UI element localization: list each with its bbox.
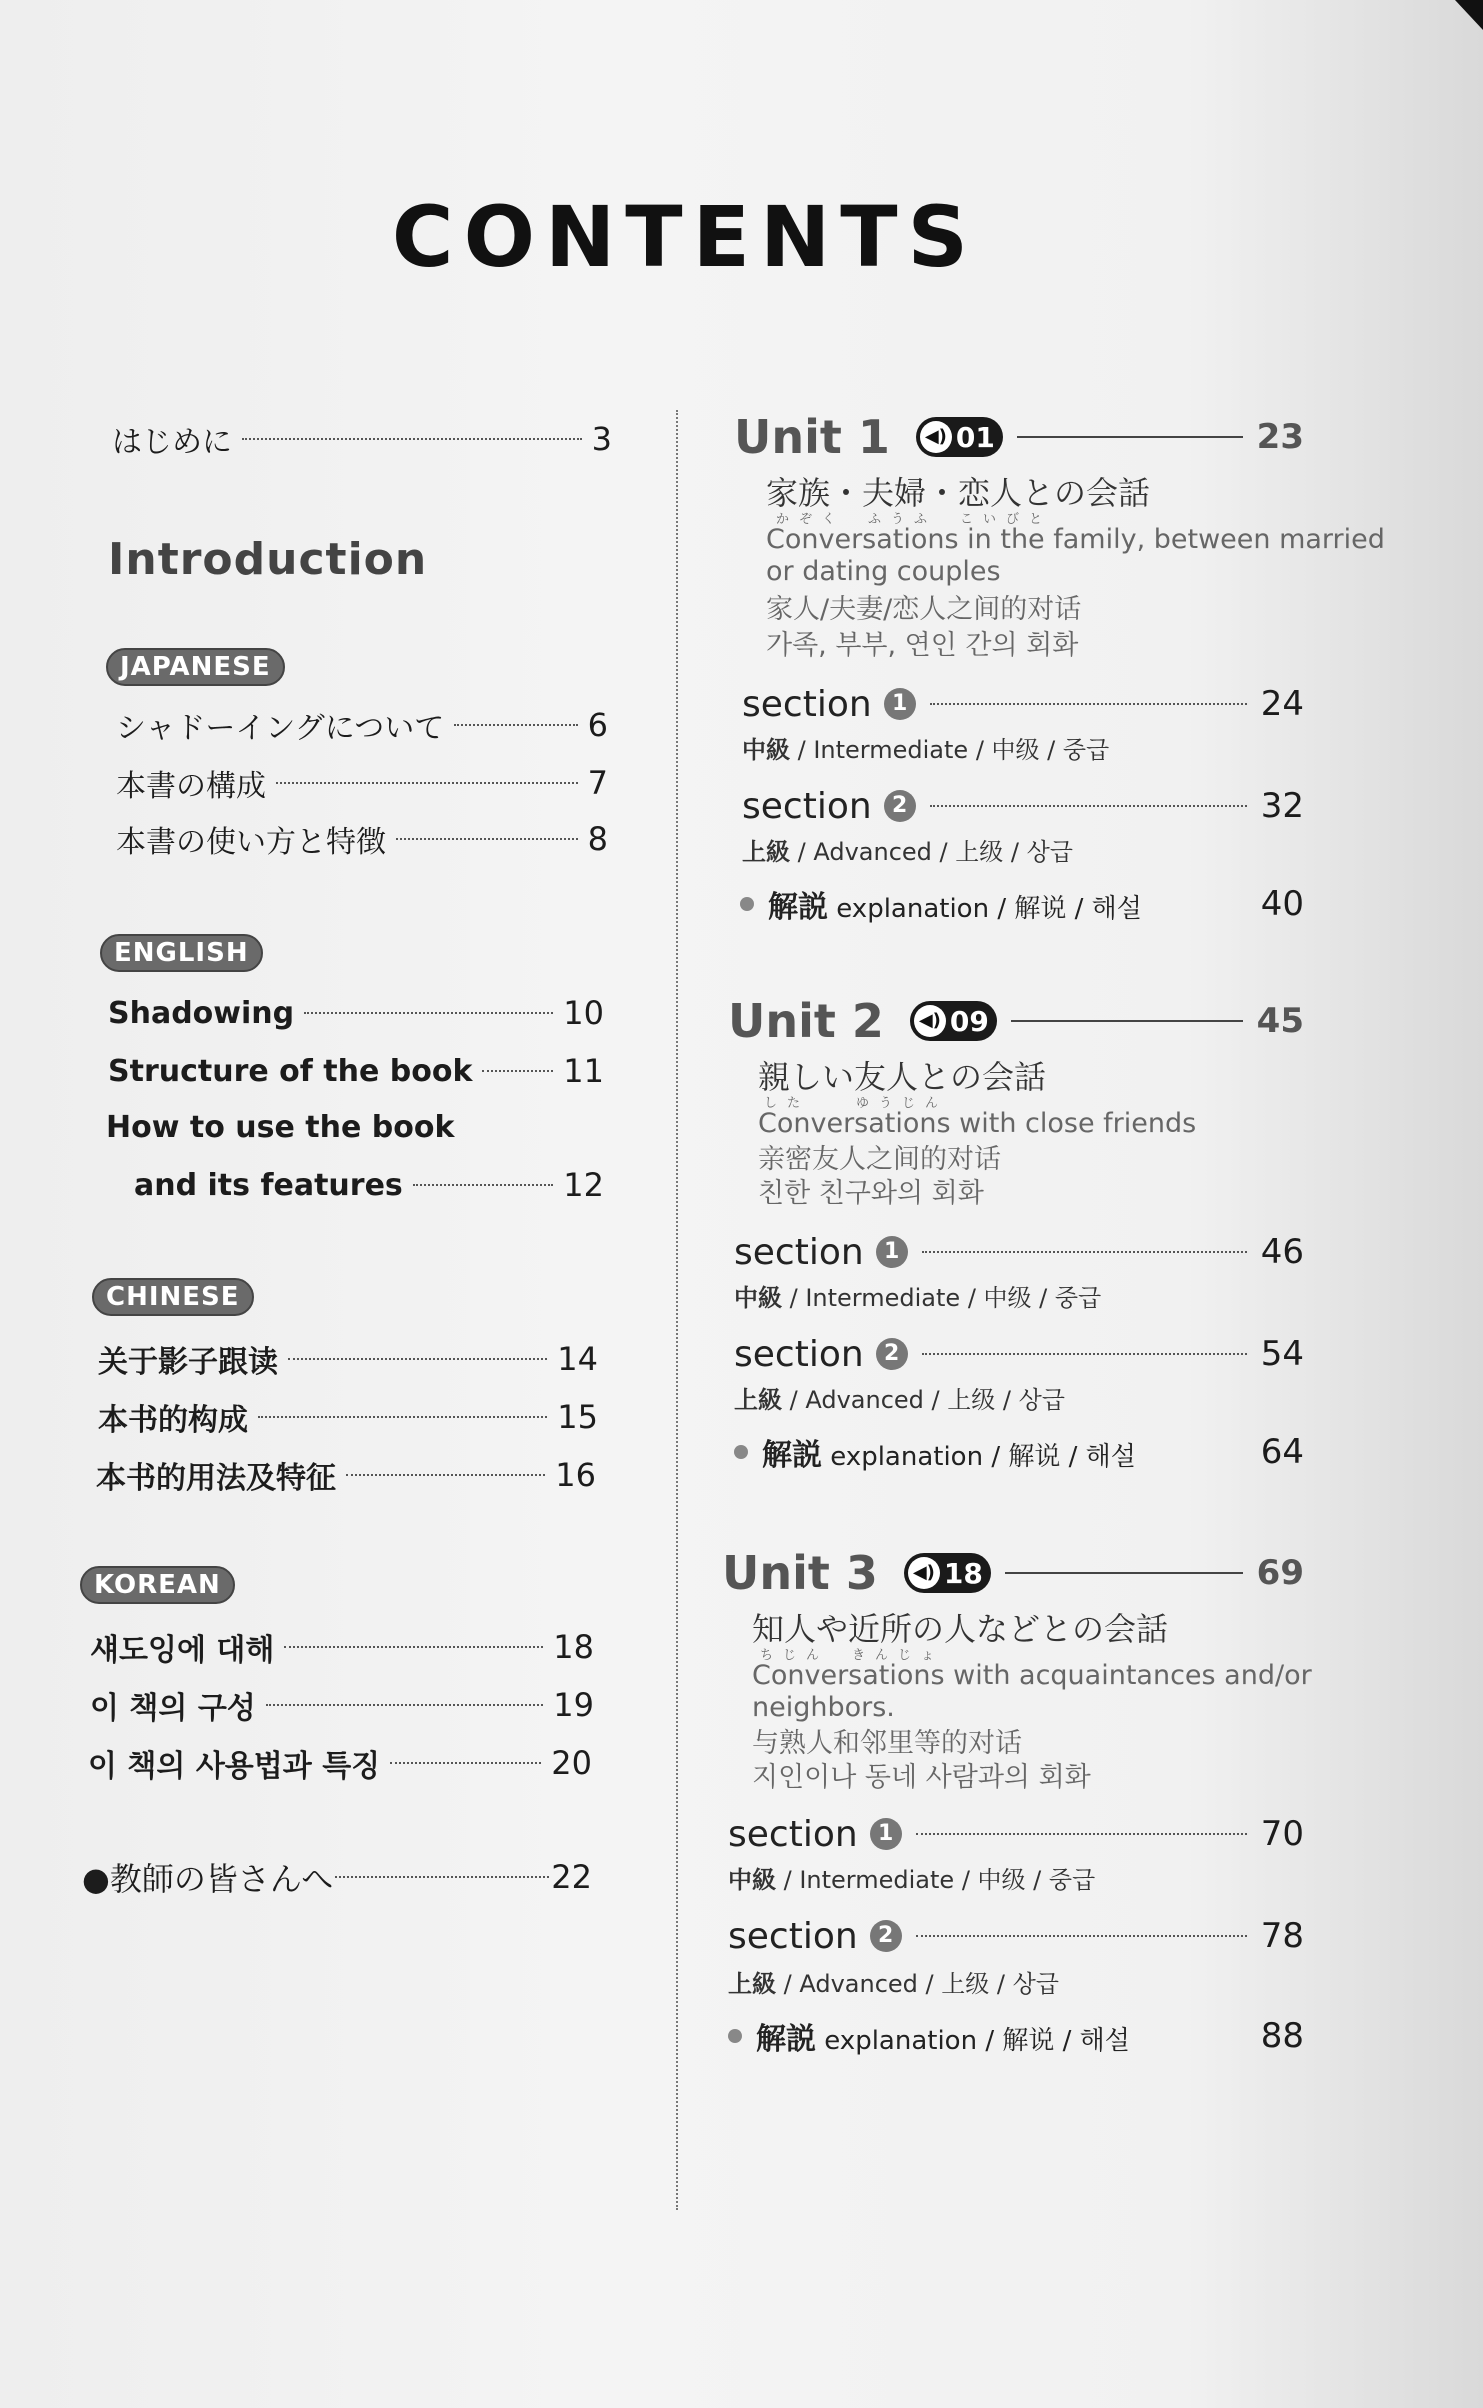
page-title: CONTENTS	[391, 188, 979, 286]
section-label: section	[734, 1333, 864, 1375]
leader-dots	[916, 1833, 1247, 1835]
introduction-heading: Introduction	[108, 534, 428, 585]
track-number: 18	[943, 1556, 983, 1590]
left-column	[0, 0, 676, 2408]
speaker-icon: ◀)	[914, 1005, 946, 1037]
track-number: 09	[949, 1004, 989, 1038]
section-number-circle: 1	[876, 1236, 908, 1268]
toc-entry-page: 6	[587, 706, 608, 744]
unit-rule	[1005, 1572, 1243, 1574]
level-line: 上級 / Advanced / 上级 / 상급	[728, 1970, 1059, 1998]
explanation-page: 64	[1260, 1432, 1304, 1472]
toc-entry-label: Structure of the book	[108, 1053, 473, 1089]
unit-page: 45	[1256, 1001, 1304, 1041]
toc-entry-label: 本書の構成	[116, 769, 266, 804]
section-page: 54	[1260, 1334, 1304, 1374]
section-page: 46	[1260, 1232, 1304, 1272]
leader-dots	[922, 1353, 1247, 1355]
unit-title: Unit 1	[734, 410, 890, 464]
level-line: 中級 / Intermediate / 中级 / 중급	[728, 1866, 1096, 1894]
toc-entry[interactable]	[96, 1450, 596, 1500]
section-number-circle: 1	[870, 1818, 902, 1850]
toc-entry-page: 10	[563, 994, 604, 1032]
toc-entry[interactable]	[116, 814, 608, 864]
section-number-circle: 1	[884, 688, 916, 720]
toc-entry[interactable]	[108, 988, 604, 1038]
section-entry[interactable]	[728, 1912, 1304, 1960]
bullet-icon	[728, 2029, 742, 2043]
leader-dots	[922, 1251, 1247, 1253]
toc-entry-page: 11	[563, 1052, 604, 1090]
toc-entry-label: 이 책의 사용법과 특징	[88, 1749, 381, 1784]
unit-jp-title: 家族・夫婦・恋人との会話	[766, 474, 1151, 512]
leader-dots	[482, 1070, 553, 1072]
leader-dots	[916, 1935, 1247, 1937]
unit-en-line: Conversations in the family, between married	[766, 524, 1385, 555]
leader-dots	[346, 1474, 545, 1476]
unit-ko-title: 가족, 부부, 연인 간의 회화	[766, 630, 1079, 661]
toc-entry-label: 关于影子跟读	[98, 1345, 278, 1380]
section-page: 24	[1260, 684, 1304, 724]
unit-jp-title: 親しい友人との会話	[758, 1058, 1047, 1096]
toc-entry-hajimeni[interactable]	[112, 414, 612, 464]
badge-english: ENGLISH	[100, 934, 263, 972]
leader-dots	[413, 1184, 553, 1186]
leader-dots	[242, 438, 582, 440]
section-page: 70	[1260, 1814, 1304, 1854]
badge-chinese: CHINESE	[92, 1278, 254, 1316]
leader-dots	[396, 838, 578, 840]
leader-dots	[930, 805, 1247, 807]
unit-rule	[1011, 1020, 1243, 1022]
section-entry[interactable]	[734, 1228, 1304, 1276]
unit-heading[interactable]	[728, 994, 1304, 1048]
toc-entry[interactable]	[90, 1680, 594, 1730]
section-number-circle: 2	[870, 1920, 902, 1952]
level-line: 中級 / Intermediate / 中级 / 중급	[734, 1284, 1102, 1312]
section-label: section	[742, 785, 872, 827]
toc-entry-label: 本书的构成	[98, 1403, 248, 1438]
section-label: section	[742, 683, 872, 725]
audio-track-badge[interactable]	[910, 1001, 997, 1041]
unit-title: Unit 2	[728, 994, 884, 1048]
explanation-entry[interactable]	[734, 1430, 1304, 1474]
audio-track-badge[interactable]	[904, 1553, 991, 1593]
unit-ko-title: 친한 친구와의 회화	[758, 1178, 984, 1209]
unit-title: Unit 3	[722, 1546, 878, 1600]
column-divider	[676, 410, 678, 2210]
section-number-circle: 2	[876, 1338, 908, 1370]
unit-en-line: or dating couples	[766, 556, 1001, 587]
level-line: 中級 / Intermediate / 中级 / 중급	[742, 736, 1110, 764]
page-corner-mark	[1443, 0, 1483, 30]
toc-entry-page: 15	[557, 1398, 598, 1436]
toc-entry-page: 14	[557, 1340, 598, 1378]
section-label: section	[728, 1813, 858, 1855]
speaker-icon: ◀)	[908, 1557, 940, 1589]
toc-entry[interactable]	[116, 700, 608, 750]
furigana: かぞく ふうふ こいびと	[776, 512, 1053, 527]
toc-entry[interactable]	[108, 1046, 604, 1096]
furigana: ちじん きんじょ	[760, 1648, 945, 1663]
explanation-page: 88	[1260, 2016, 1304, 2056]
section-entry[interactable]	[728, 1810, 1304, 1858]
explanation-label: 解説 explanation / 解说 / 해설	[756, 2022, 1130, 2057]
toc-entry[interactable]	[90, 1622, 594, 1672]
leader-dots	[258, 1416, 547, 1418]
unit-en-line: Conversations with acquaintances and/or	[752, 1660, 1312, 1691]
section-page: 32	[1260, 786, 1304, 826]
toc-entry-page: 8	[587, 820, 608, 858]
toc-entry-page: 3	[591, 420, 612, 458]
toc-entry-page: 18	[553, 1628, 594, 1666]
unit-heading[interactable]	[734, 410, 1304, 464]
leader-dots	[335, 1876, 549, 1878]
section-entry[interactable]	[742, 782, 1304, 830]
level-line: 上級 / Advanced / 上级 / 상급	[734, 1386, 1065, 1414]
section-number-circle: 2	[884, 790, 916, 822]
unit-rule	[1017, 436, 1243, 438]
badge-korean: KOREAN	[80, 1566, 235, 1604]
toc-entry-page: 16	[555, 1456, 596, 1494]
toc-entry-label: 本書の使い方と特徴	[116, 825, 386, 860]
leader-dots	[288, 1358, 547, 1360]
explanation-entry[interactable]	[728, 2014, 1304, 2058]
toc-entry[interactable]	[98, 1392, 598, 1442]
leader-dots	[276, 782, 578, 784]
bullet-icon	[740, 897, 754, 911]
leader-dots	[454, 724, 577, 726]
toc-entry-label: and its features	[134, 1167, 403, 1203]
unit-zh-title: 亲密友人之间的对话	[758, 1144, 1001, 1175]
audio-track-badge[interactable]	[916, 417, 1003, 457]
leader-dots	[266, 1704, 543, 1706]
furigana: した ゆうじん	[764, 1096, 949, 1111]
toc-entry-page: 19	[553, 1686, 594, 1724]
toc-entry-page: 12	[563, 1166, 604, 1204]
unit-en-line: Conversations with close friends	[758, 1108, 1197, 1139]
toc-entry-teachers[interactable]	[82, 1852, 592, 1902]
bullet-icon	[734, 1445, 748, 1459]
speaker-icon: ◀)	[920, 421, 952, 453]
badge-japanese: JAPANESE	[106, 648, 285, 686]
section-label: section	[734, 1231, 864, 1273]
section-entry[interactable]	[742, 680, 1304, 728]
toc-entry[interactable]	[88, 1738, 592, 1788]
toc-entry-page: 22	[551, 1858, 592, 1896]
unit-page: 69	[1256, 1553, 1304, 1593]
toc-entry-label: How to use the book	[106, 1109, 455, 1145]
toc-entry-label: Shadowing	[108, 995, 295, 1031]
section-label: section	[728, 1915, 858, 1957]
toc-entry-label: 섀도잉에 대해	[90, 1633, 275, 1668]
toc-entry-label: 本书的用法及特征	[96, 1461, 336, 1496]
toc-entry[interactable]	[116, 758, 608, 808]
explanation-label: 解説 explanation / 解说 / 해설	[768, 890, 1142, 925]
leader-dots	[304, 1012, 553, 1014]
unit-zh-title: 与熟人和邻里等的对话	[752, 1728, 1022, 1759]
toc-entry-label: はじめに	[112, 425, 232, 460]
toc-entry-label: シャドーイングについて	[116, 711, 445, 746]
unit-zh-title: 家人/夫妻/恋人之间的对话	[766, 594, 1082, 625]
level-line: 上級 / Advanced / 上级 / 상급	[742, 838, 1073, 866]
toc-entry-label: ●教師の皆さんへ	[82, 1860, 334, 1898]
unit-page: 23	[1256, 417, 1304, 457]
leader-dots	[930, 703, 1247, 705]
track-number: 01	[955, 420, 995, 454]
explanation-label: 解説 explanation / 解说 / 해설	[762, 1438, 1136, 1473]
toc-entry[interactable]	[98, 1334, 598, 1384]
explanation-entry[interactable]	[740, 882, 1304, 926]
toc-entry[interactable]	[134, 1160, 604, 1210]
unit-ko-title: 지인이나 동네 사람과의 회화	[752, 1762, 1091, 1793]
toc-entry[interactable]	[106, 1102, 602, 1152]
toc-entry-page: 20	[551, 1744, 592, 1782]
unit-en-line: neighbors.	[752, 1692, 895, 1723]
section-entry[interactable]	[734, 1330, 1304, 1378]
toc-entry-label: 이 책의 구성	[90, 1691, 256, 1726]
leader-dots	[284, 1646, 543, 1648]
leader-dots	[390, 1762, 541, 1764]
explanation-page: 40	[1260, 884, 1304, 924]
toc-entry-page: 7	[587, 764, 608, 802]
section-page: 78	[1260, 1916, 1304, 1956]
unit-heading[interactable]	[722, 1546, 1304, 1600]
unit-jp-title: 知人や近所の人などとの会話	[752, 1610, 1169, 1648]
